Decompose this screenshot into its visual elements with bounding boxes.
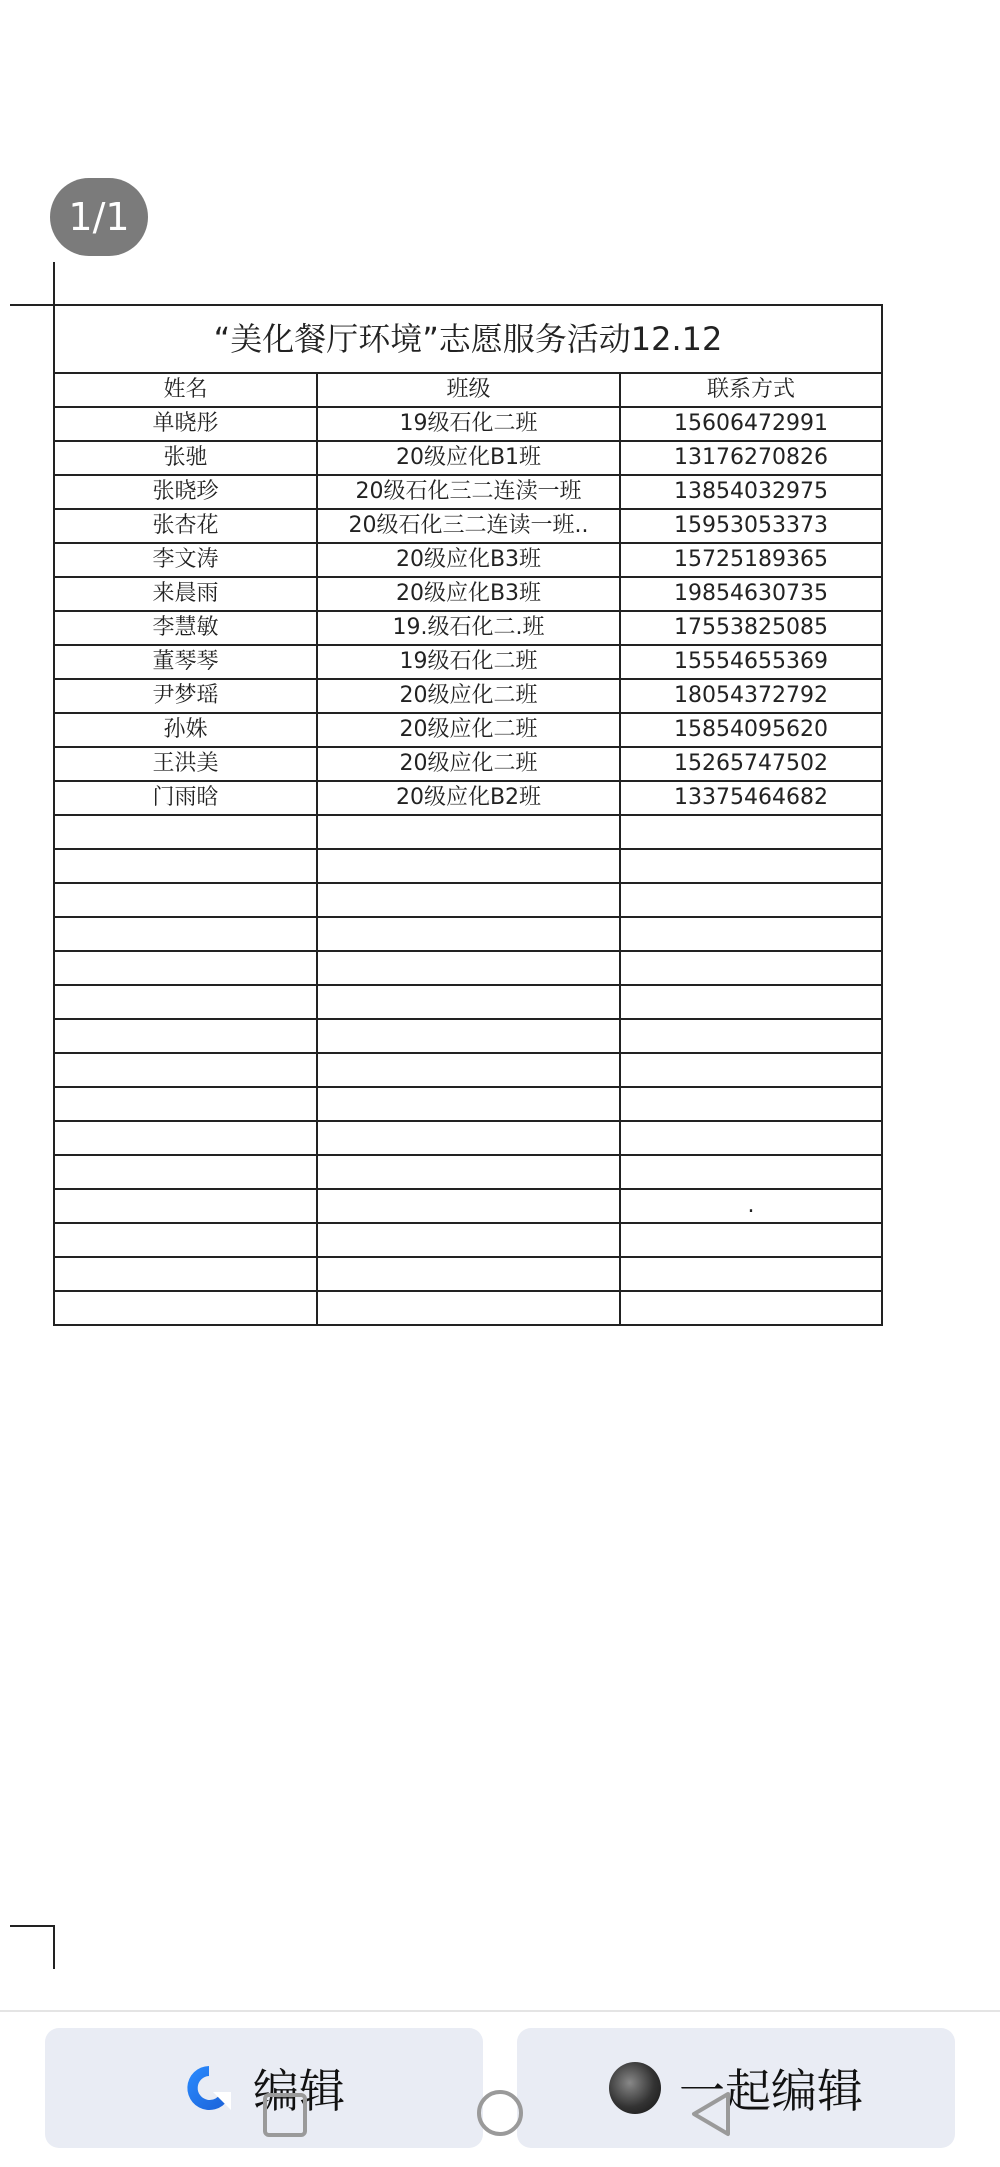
- cell-class: [317, 815, 620, 849]
- cell-name: 来晨雨: [54, 577, 317, 611]
- header-class: 班级: [317, 373, 620, 407]
- cell-class: [317, 883, 620, 917]
- cell-name: [54, 1121, 317, 1155]
- cell-name: 门雨晗: [54, 781, 317, 815]
- cell-class: 20级石化三二连读一班..: [317, 509, 620, 543]
- cell-contact: 17553825085: [620, 611, 882, 645]
- cell-contact: [620, 985, 882, 1019]
- cell-class: [317, 849, 620, 883]
- table-row: [54, 509, 882, 543]
- cell-contact: 13176270826: [620, 441, 882, 475]
- table-row: [54, 679, 882, 713]
- cell-contact: [620, 1121, 882, 1155]
- cell-class: [317, 1291, 620, 1325]
- cell-contact: 15725189365: [620, 543, 882, 577]
- cell-contact: [620, 1291, 882, 1325]
- table-row: [54, 1155, 882, 1189]
- table-row: [54, 951, 882, 985]
- cell-contact: 15606472991: [620, 407, 882, 441]
- page-indicator: 1/1: [50, 178, 148, 256]
- cell-name: [54, 1257, 317, 1291]
- cell-class: [317, 985, 620, 1019]
- cell-class: 20级应化二班: [317, 713, 620, 747]
- cell-class: 20级应化B3班: [317, 577, 620, 611]
- cell-class: [317, 1257, 620, 1291]
- cell-class: 19级石化二班: [317, 645, 620, 679]
- cell-class: [317, 917, 620, 951]
- cell-contact: [620, 951, 882, 985]
- cell-class: [317, 951, 620, 985]
- crop-mark-bottom-h: [10, 1925, 54, 1927]
- table-row: [54, 1121, 882, 1155]
- cell-class: 20级应化二班: [317, 747, 620, 781]
- cell-name: [54, 849, 317, 883]
- cell-name: [54, 883, 317, 917]
- cell-class: 20级应化二班: [317, 679, 620, 713]
- back-icon[interactable]: [688, 2090, 734, 2138]
- bottom-divider: [0, 2010, 1000, 2012]
- table-row: [54, 1019, 882, 1053]
- cell-name: 张驰: [54, 441, 317, 475]
- cell-contact: 15854095620: [620, 713, 882, 747]
- cell-contact: [620, 1155, 882, 1189]
- cell-contact: [620, 883, 882, 917]
- header-contact: 联系方式: [620, 373, 882, 407]
- cell-contact: 15953053373: [620, 509, 882, 543]
- cell-name: [54, 1291, 317, 1325]
- table-row: [54, 407, 882, 441]
- recent-apps-icon[interactable]: [262, 2092, 308, 2138]
- table-row: [54, 781, 882, 815]
- table-row: [54, 883, 882, 917]
- cell-name: 张晓珍: [54, 475, 317, 509]
- cell-contact: 13854032975: [620, 475, 882, 509]
- table-row: [54, 543, 882, 577]
- table-row: [54, 1223, 882, 1257]
- cell-class: 20级应化B1班: [317, 441, 620, 475]
- cell-contact: 15265747502: [620, 747, 882, 781]
- edit-label: 编辑: [253, 2064, 345, 2118]
- table-row: [54, 747, 882, 781]
- cell-contact: [620, 1257, 882, 1291]
- avatar-icon: [609, 2062, 661, 2114]
- table-row: [54, 611, 882, 645]
- cell-name: [54, 985, 317, 1019]
- cell-name: 李文涛: [54, 543, 317, 577]
- table-row: [54, 917, 882, 951]
- cell-class: [317, 1155, 620, 1189]
- cell-contact: 15554655369: [620, 645, 882, 679]
- table-row: [54, 985, 882, 1019]
- table-title-row: [54, 305, 882, 373]
- table-header-row: [54, 373, 882, 407]
- cell-name: 李慧敏: [54, 611, 317, 645]
- header-name: 姓名: [54, 373, 317, 407]
- cell-contact: [620, 815, 882, 849]
- cell-class: [317, 1087, 620, 1121]
- table-row: [54, 1257, 882, 1291]
- cell-class: 19级石化二班: [317, 407, 620, 441]
- cell-name: [54, 1189, 317, 1223]
- table-title: “美化餐厅环境”志愿服务活动12.12: [54, 305, 882, 373]
- cell-name: 王洪美: [54, 747, 317, 781]
- table-row: [54, 849, 882, 883]
- cell-name: 尹梦瑶: [54, 679, 317, 713]
- cell-class: 19.级石化二.班: [317, 611, 620, 645]
- cell-class: 20级应化B3班: [317, 543, 620, 577]
- table-row: [54, 475, 882, 509]
- cell-contact: [620, 917, 882, 951]
- cell-contact: 18054372792: [620, 679, 882, 713]
- cell-class: [317, 1223, 620, 1257]
- cell-class: 20级石化三二连渎一班: [317, 475, 620, 509]
- cell-name: 张杏花: [54, 509, 317, 543]
- app-logo-icon: [183, 2062, 235, 2114]
- coedit-label: 一起编辑: [679, 2064, 863, 2118]
- cell-contact: [620, 1223, 882, 1257]
- coedit-button[interactable]: [517, 2028, 955, 2148]
- cell-class: [317, 1053, 620, 1087]
- table-row: [54, 713, 882, 747]
- cell-class: 20级应化B2班: [317, 781, 620, 815]
- cell-class: [317, 1019, 620, 1053]
- cell-name: [54, 1155, 317, 1189]
- cell-name: [54, 1053, 317, 1087]
- table-row: [54, 1053, 882, 1087]
- crop-mark-top-h: [10, 304, 54, 306]
- crop-mark-bottom-v: [53, 1925, 55, 1969]
- home-icon[interactable]: [475, 2088, 525, 2138]
- cell-name: [54, 1223, 317, 1257]
- volunteer-table: [53, 304, 883, 1326]
- cell-contact: [620, 1053, 882, 1087]
- crop-mark-top-v: [53, 262, 55, 306]
- cell-name: [54, 1019, 317, 1053]
- table-row: [54, 1291, 882, 1325]
- table-row: [54, 1087, 882, 1121]
- cell-name: [54, 1087, 317, 1121]
- cell-contact: 19854630735: [620, 577, 882, 611]
- cell-name: [54, 815, 317, 849]
- cell-contact: [620, 1019, 882, 1053]
- table-row: [54, 1189, 882, 1223]
- table-row: [54, 577, 882, 611]
- cell-name: 孙姝: [54, 713, 317, 747]
- cell-name: [54, 917, 317, 951]
- cell-name: 董琴琴: [54, 645, 317, 679]
- cell-contact: [620, 1087, 882, 1121]
- table-row: [54, 441, 882, 475]
- cell-name: [54, 951, 317, 985]
- table-row: [54, 645, 882, 679]
- cell-contact: [620, 849, 882, 883]
- cell-contact: 13375464682: [620, 781, 882, 815]
- cell-class: [317, 1189, 620, 1223]
- cell-contact: .: [620, 1189, 882, 1223]
- cell-name: 单晓彤: [54, 407, 317, 441]
- table-row: [54, 815, 882, 849]
- cell-class: [317, 1121, 620, 1155]
